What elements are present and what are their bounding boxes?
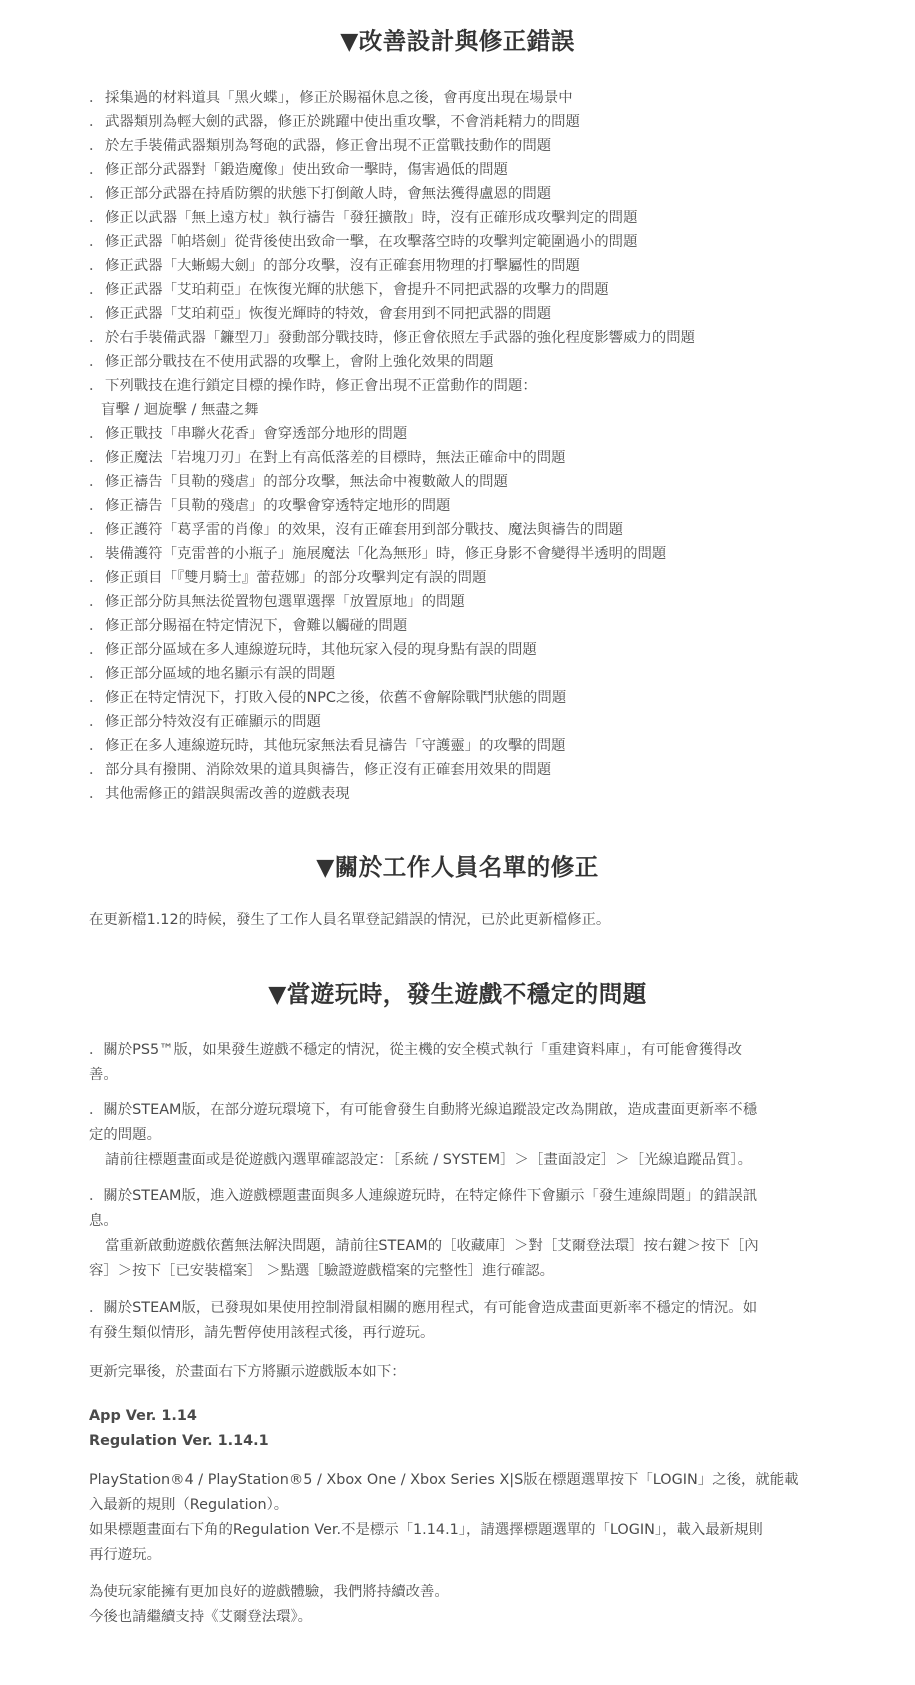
list-item: ． 於右手裝備武器「鐮型刀」發動部分戰技時，修正會依照左手武器的強化程度影響威力的問題 (89, 330, 696, 346)
list-item: ． 修正部分戰技在不使用武器的攻擊上，會附上強化效果的問題 (89, 354, 494, 370)
list-item: ． 裝備護符「克雷普的小瓶子」施展魔法「化為無形」時，修正身影不會變得半透明的問題 (89, 546, 667, 562)
list-item: ． 修正部分賜福在特定情況下，會難以觸碰的問題 (89, 618, 408, 634)
list-item: ． 修正禱告「貝勒的殘虐」的部分攻擊，無法命中複數敵人的問題 (89, 474, 508, 490)
improvements-list (89, 86, 849, 806)
list-item: ． 武器類別為輕大劍的武器，修正於跳躍中使出重攻擊，不會消耗精力的問題 (89, 114, 580, 130)
version-intro-paragraph: 更新完畢後，於畫面右下方將顯示遊戲版本如下： (89, 1364, 406, 1380)
list-item: ． 修正部分武器在持盾防禦的狀態下打倒敵人時，會無法獲得盧恩的問題 (89, 186, 552, 202)
list-item: ． 於左手裝備武器類別為弩砲的武器，修正會出現不正當戰技動作的問題 (89, 138, 552, 154)
version-block (89, 1404, 834, 1454)
list-item: ． 修正武器「帕塔劍」從背後使出致命一擊，在攻擊落空時的攻擊判定範圍過小的問題 (89, 234, 638, 250)
list-item: ． 部分具有撥開、消除效果的道具與禱告，修正沒有正確套用效果的問題 (89, 762, 552, 778)
list-item: ． 修正戰技「串聯火花香」會穿透部分地形的問題 (89, 426, 408, 442)
steam-raytracing-paragraph: ．關於STEAM版，在部分遊玩環境下，有可能會發生自動將光線追蹤設定改為開啟，造成畫面更新率不穩 定的問題。 請前往標題畫面或是從遊戲內選單確認設定：［系統 / SYSTEM］＞［畫面設定］＞［光線追蹤品質］。 (89, 1102, 758, 1168)
list-item: ． 修正魔法「岩塊刀刃」在對上有高低落差的目標時，無法正確命中的問題 (89, 450, 566, 466)
steam-mouse-paragraph: ．關於STEAM版，已發現如果使用控制滑鼠相關的應用程式，有可能會造成畫面更新率不穩定的情況。如 有發生類似情形，請先暫停使用該程式後，再行遊玩。 (89, 1300, 758, 1341)
section-heading-improvements: ▼改善設計與修正錯誤 (340, 27, 575, 55)
list-item: ． 修正以武器「無上遠方杖」執行禱告「發狂擴散」時，沒有正確形成攻擊判定的問題 (89, 210, 638, 226)
list-item: ． 修正武器「艾珀莉亞」恢復光輝時的特效，會套用到不同把武器的問題 (89, 306, 552, 322)
list-item: ． 修正護符「葛孚雷的肖像」的效果，沒有正確套用到部分戰技、魔法與禱告的問題 (89, 522, 624, 538)
console-login-paragraph: PlayStation®4 / PlayStation®5 / Xbox One / Xbox Series X|S版在標題選單按下「LOGIN」之後，就能載 入最新的規則（Regulation）。 如果標題畫面右下角的Regulation Ver.不是標示「1.14.1」，請選擇標題選單的「LOGIN」，載入最新規則 再行遊玩。 (89, 1472, 799, 1563)
list-item: ． 修正頭目「『雙月騎士』蕾菈娜」的部分攻擊判定有誤的問題 (89, 570, 487, 586)
list-item: ． 修正部分特效沒有正確顯示的問題 (89, 714, 321, 730)
list-item: ． 修正部分區域的地名顯示有誤的問題 (89, 666, 336, 682)
list-item: ． 修正部分武器對「鍛造魔像」使出致命一擊時，傷害過低的問題 (89, 162, 508, 178)
list-item: ． 修正武器「艾珀莉亞」在恢復光輝的狀態下，會提升不同把武器的攻擊力的問題 (89, 282, 609, 298)
credits-paragraph: 在更新檔1.12的時候，發生了工作人員名單登記錯誤的情況，已於此更新檔修正。 (89, 912, 611, 928)
list-item: ． 下列戰技在進行鎖定目標的操作時，修正會出現不正當動作的問題： (89, 378, 537, 394)
steam-connection-paragraph: ．關於STEAM版，進入遊戲標題畫面與多人連線遊玩時，在特定條件下會顯示「發生連線問題」的錯誤訊 息。 當重新啟動遊戲依舊無法解決問題，請前往STEAM的［收藏庫］＞對［艾爾登法環］按右鍵＞按下［內 容］＞按下［已安裝檔案］ ＞點選［驗證遊戲檔案的完整性］進行確認。 (89, 1188, 759, 1279)
list-item: ． 採集過的材料道具「黑火蝶」，修正於賜福休息之後，會再度出現在場景中 (89, 90, 573, 106)
list-item-continuation: 盲擊 / 迴旋擊 / 無盡之舞 (101, 402, 259, 418)
list-item: ． 其他需修正的錯誤與需改善的遊戲表現 (89, 786, 350, 802)
ps5-paragraph: ．關於PS5™版，如果發生遊戲不穩定的情況，從主機的安全模式執行「重建資料庫」，有可能會獲得改 善。 (89, 1042, 742, 1083)
app-version: App Ver. 1.14 (89, 1408, 197, 1424)
list-item: ． 修正在多人連線遊玩時，其他玩家無法看見禱告「守護靈」的攻擊的問題 (89, 738, 566, 754)
list-item: ． 修正禱告「貝勒的殘虐」的攻擊會穿透特定地形的問題 (89, 498, 451, 514)
list-item: ． 修正部分防具無法從置物包選單選擇「放置原地」的問題 (89, 594, 465, 610)
closing-paragraph: 為使玩家能擁有更加良好的遊戲體驗，我們將持續改善。 今後也請繼續支持《艾爾登法環》。 (89, 1584, 449, 1625)
list-item: ． 修正部分區域在多人連線遊玩時，其他玩家入侵的現身點有誤的問題 (89, 642, 537, 658)
section-heading-credits: ▼關於工作人員名單的修正 (316, 853, 599, 881)
list-item: ． 修正武器「大蜥蜴大劍」的部分攻擊，沒有正確套用物理的打擊屬性的問題 (89, 258, 580, 274)
regulation-version: Regulation Ver. 1.14.1 (89, 1433, 269, 1449)
list-item: ． 修正在特定情況下，打敗入侵的NPC之後，依舊不會解除戰鬥狀態的問題 (89, 690, 567, 706)
section-heading-instability: ▼當遊玩時，發生遊戲不穩定的問題 (268, 980, 647, 1008)
